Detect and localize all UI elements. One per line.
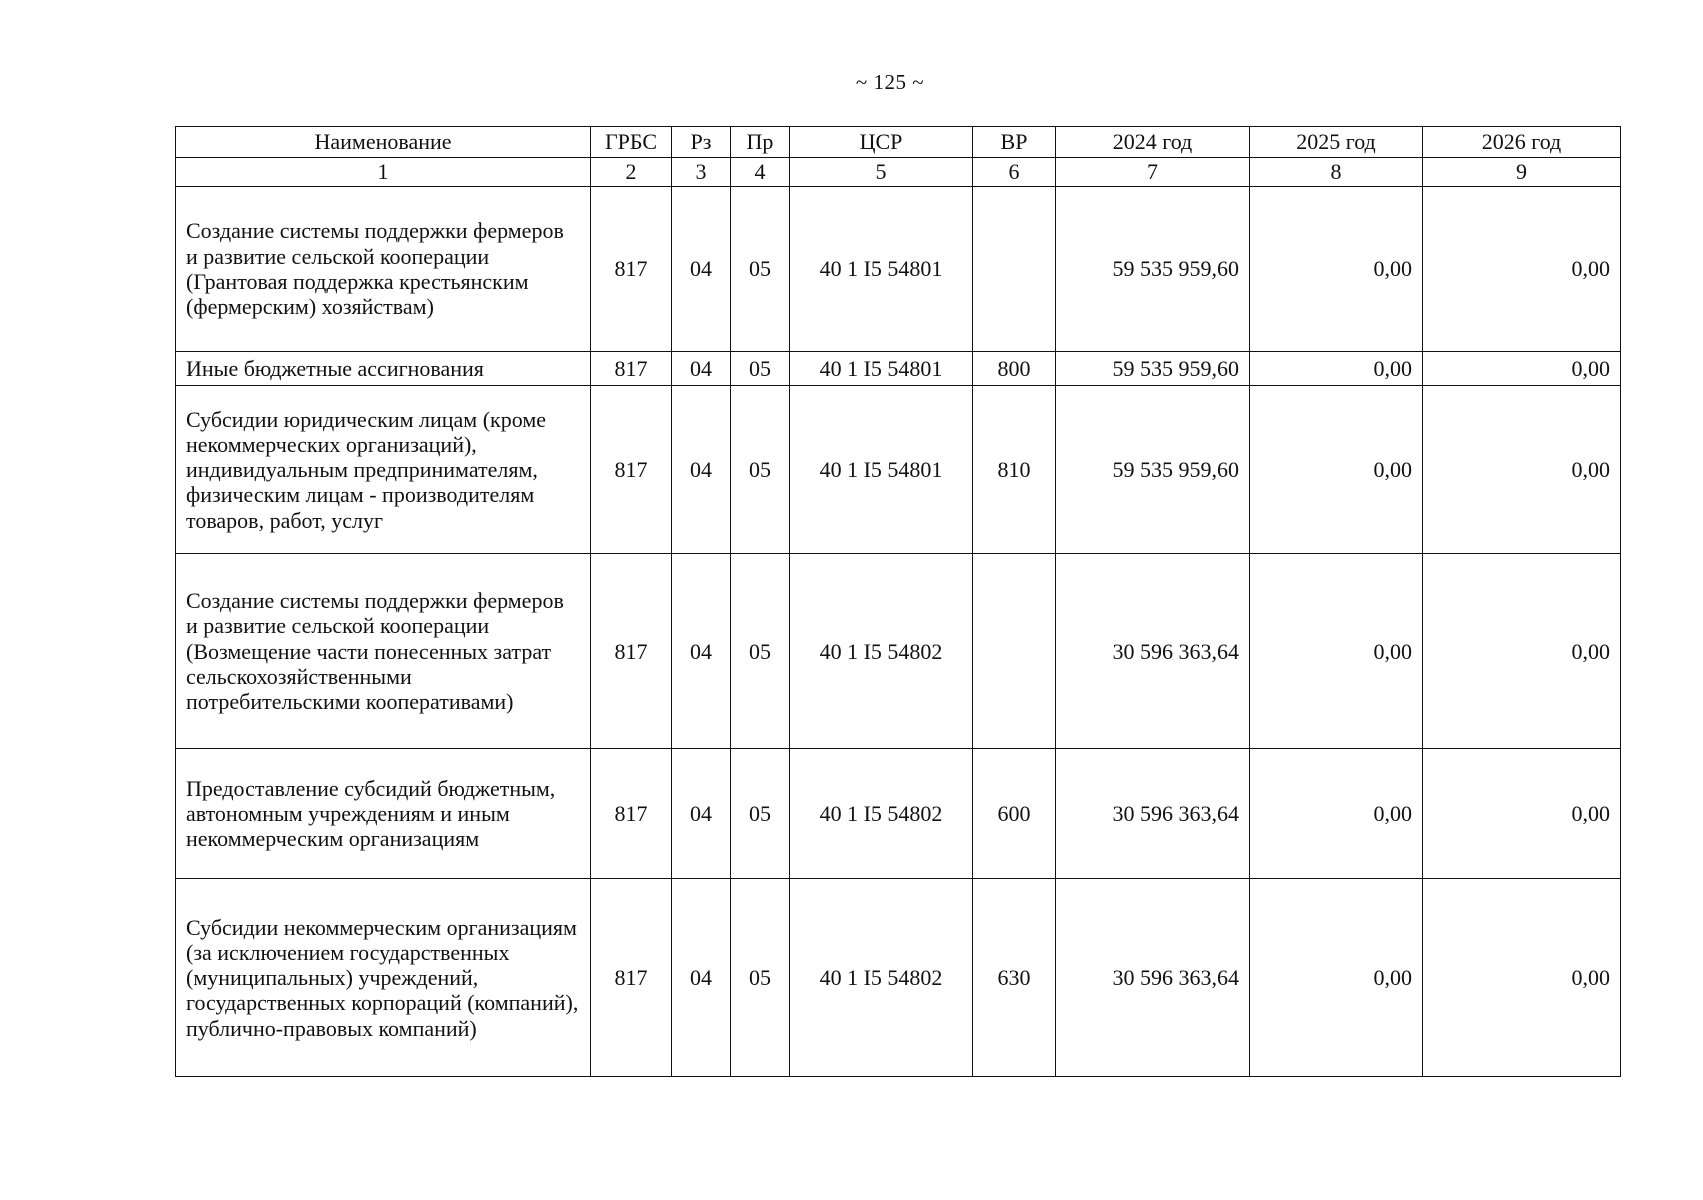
row-vr: 630	[973, 879, 1056, 1077]
column-number: 1	[176, 158, 591, 187]
row-2024: 30 596 363,64	[1056, 749, 1250, 879]
row-pr: 05	[731, 879, 790, 1077]
header-rz: Рз	[672, 127, 731, 158]
header-csr: ЦСР	[790, 127, 973, 158]
row-grbs: 817	[591, 749, 672, 879]
row-csr: 40 1 I5 54801	[790, 187, 973, 352]
row-pr: 05	[731, 749, 790, 879]
row-csr: 40 1 I5 54802	[790, 879, 973, 1077]
row-2025: 0,00	[1250, 352, 1423, 386]
row-vr: 810	[973, 386, 1056, 554]
row-2024: 59 535 959,60	[1056, 187, 1250, 352]
column-number-row	[176, 158, 1621, 187]
row-name: Создание системы поддержки фермеров и развитие сельской кооперации (Грантовая поддержка крестьянским (фермерским) хозяйствам)	[176, 187, 591, 352]
row-pr: 05	[731, 187, 790, 352]
header-name: Наименование	[176, 127, 591, 158]
row-2025: 0,00	[1250, 749, 1423, 879]
row-2025: 0,00	[1250, 879, 1423, 1077]
column-number: 6	[973, 158, 1056, 187]
row-name: Субсидии юридическим лицам (кроме некоммерческих организаций), индивидуальным предпринимателям, физическим лицам - производителям товаров, работ, услуг	[176, 386, 591, 554]
column-number: 5	[790, 158, 973, 187]
row-rz: 04	[672, 879, 731, 1077]
row-csr: 40 1 I5 54802	[790, 749, 973, 879]
row-name: Иные бюджетные ассигнования	[176, 352, 591, 386]
row-2025: 0,00	[1250, 187, 1423, 352]
header-grbs: ГРБС	[591, 127, 672, 158]
row-grbs: 817	[591, 386, 672, 554]
row-grbs: 817	[591, 879, 672, 1077]
row-2024: 59 535 959,60	[1056, 386, 1250, 554]
table-row	[176, 554, 1621, 749]
column-number: 3	[672, 158, 731, 187]
column-number: 8	[1250, 158, 1423, 187]
row-2026: 0,00	[1423, 554, 1621, 749]
row-2024: 30 596 363,64	[1056, 554, 1250, 749]
column-number: 2	[591, 158, 672, 187]
row-vr	[973, 187, 1056, 352]
row-pr: 05	[731, 352, 790, 386]
header-pr: Пр	[731, 127, 790, 158]
column-number: 7	[1056, 158, 1250, 187]
header-row	[176, 127, 1621, 158]
row-name: Субсидии некоммерческим организациям (за исключением государственных (муниципальных) учреждений, государственных корпораций (компаний), публично-правовых компаний)	[176, 879, 591, 1077]
row-grbs: 817	[591, 554, 672, 749]
row-2025: 0,00	[1250, 554, 1423, 749]
row-2026: 0,00	[1423, 352, 1621, 386]
row-csr: 40 1 I5 54802	[790, 554, 973, 749]
row-csr: 40 1 I5 54801	[790, 352, 973, 386]
row-rz: 04	[672, 187, 731, 352]
row-vr: 600	[973, 749, 1056, 879]
header-2026: 2026 год	[1423, 127, 1621, 158]
header-2024: 2024 год	[1056, 127, 1250, 158]
table-row	[176, 386, 1621, 554]
header-vr: ВР	[973, 127, 1056, 158]
table-row	[176, 187, 1621, 352]
row-2024: 30 596 363,64	[1056, 879, 1250, 1077]
row-vr	[973, 554, 1056, 749]
column-number: 9	[1423, 158, 1621, 187]
row-grbs: 817	[591, 187, 672, 352]
row-vr: 800	[973, 352, 1056, 386]
row-pr: 05	[731, 554, 790, 749]
table-row	[176, 352, 1621, 386]
row-pr: 05	[731, 386, 790, 554]
row-name: Предоставление субсидий бюджетным, автономным учреждениям и иным некоммерческим организациям	[176, 749, 591, 879]
row-csr: 40 1 I5 54801	[790, 386, 973, 554]
row-2025: 0,00	[1250, 386, 1423, 554]
row-rz: 04	[672, 386, 731, 554]
row-name: Создание системы поддержки фермеров и развитие сельской кооперации (Возмещение части понесенных затрат сельскохозяйственными потребительскими кооперативами)	[176, 554, 591, 749]
row-2026: 0,00	[1423, 749, 1621, 879]
row-2024: 59 535 959,60	[1056, 352, 1250, 386]
row-2026: 0,00	[1423, 187, 1621, 352]
row-rz: 04	[672, 554, 731, 749]
row-rz: 04	[672, 352, 731, 386]
table-row	[176, 879, 1621, 1077]
row-2026: 0,00	[1423, 879, 1621, 1077]
row-2026: 0,00	[1423, 386, 1621, 554]
budget-table	[175, 126, 1621, 1077]
row-grbs: 817	[591, 352, 672, 386]
header-2025: 2025 год	[1250, 127, 1423, 158]
column-number: 4	[731, 158, 790, 187]
row-rz: 04	[672, 749, 731, 879]
page-number: ~ 125 ~	[855, 70, 925, 94]
table-row	[176, 749, 1621, 879]
